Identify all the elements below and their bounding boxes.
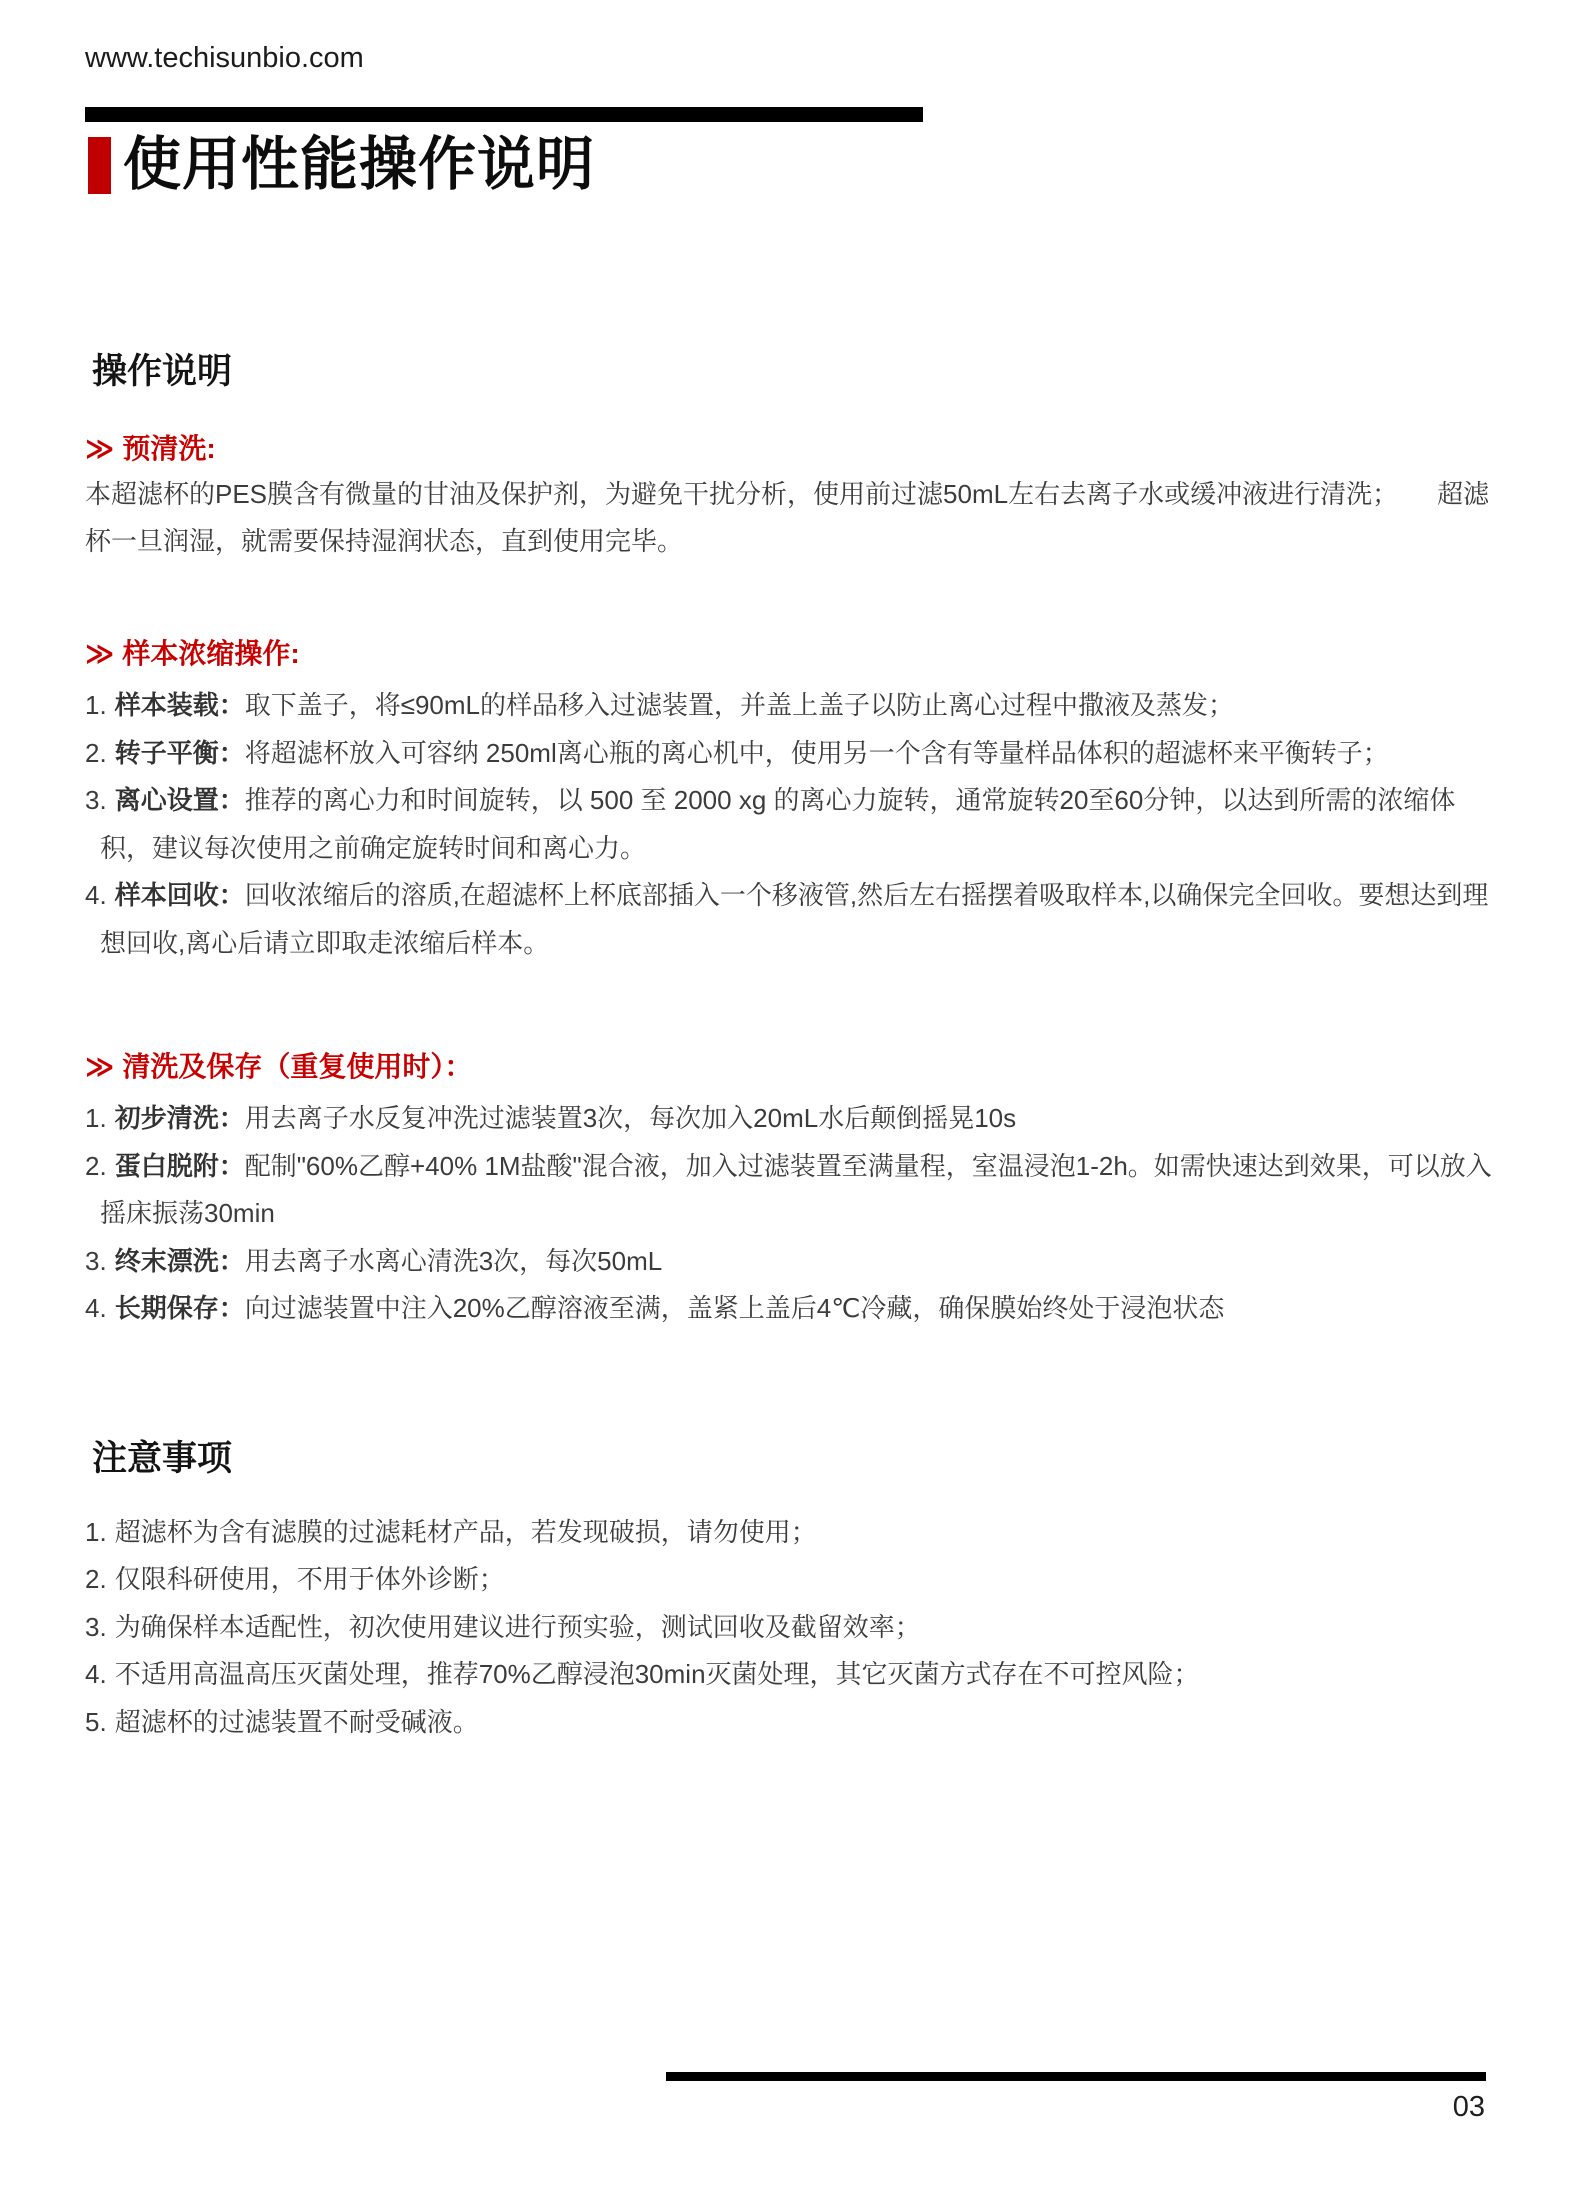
- item-text: 配制"60%乙醇+40% 1M盐酸"混合液，加入过滤装置至满量程，室温浸泡1-2h。如需快速达到效果，可以放入摇床振荡30min: [100, 1150, 1492, 1228]
- list-item: [85, 777, 1502, 872]
- item-label: 蛋白脱附：: [114, 1150, 245, 1181]
- item-text: 回收浓缩后的溶质,在超滤杯上杯底部插入一个移液管,然后左右摇摆着吸取样本,以确保完全回收。要想达到理想回收,离心后请立即取走浓缩后样本。: [100, 880, 1489, 958]
- item-text: 推荐的离心力和时间旋转，以 500 至 2000 xg 的离心力旋转，通常旋转20至60分钟，以达到所需的浓缩体积，建议每次使用之前确定旋转时间和离心力。: [100, 785, 1456, 863]
- item-text: 超滤杯为含有滤膜的过滤耗材产品，若发现破损，请勿使用；: [114, 1516, 817, 1547]
- paragraph: 本超滤杯的PES膜含有微量的甘油及保护剂，为避免干扰分析，使用前过滤50mL左右去离子水或缓冲液进行清洗； 超滤杯一旦润湿，就需要保持湿润状态，直到使用完毕。: [85, 479, 1490, 556]
- section-heading-operation: 操作说明: [92, 352, 233, 391]
- item-text: 仅限科研使用，不用于体外诊断；: [114, 1564, 505, 1594]
- item-text: 超滤杯的过滤装置不耐受碱液。: [114, 1706, 479, 1737]
- list-item: [85, 730, 1502, 778]
- item-number: 1.: [85, 1516, 107, 1547]
- item-number: 1.: [85, 690, 107, 720]
- section-heading-notes: 注意事项: [92, 1438, 233, 1478]
- double-chevron-icon: ≫: [85, 638, 115, 669]
- item-label: 离心设置：: [114, 785, 245, 815]
- item-number: 2.: [85, 1150, 107, 1181]
- list-item: [85, 1143, 1502, 1238]
- footer-rule: [666, 2072, 1486, 2081]
- item-text: 用去离子水反复冲洗过滤装置3次，每次加入20mL水后颠倒摇晃10s: [244, 1103, 1017, 1133]
- subsection-header: [85, 1050, 1502, 1084]
- list-item: [85, 1238, 1502, 1286]
- page-number: 03: [1452, 2091, 1485, 2123]
- item-label: 终末漂洗：: [114, 1245, 245, 1276]
- item-label: 初步清洗：: [114, 1103, 245, 1133]
- title-accent-bar: [88, 137, 111, 194]
- note-item: [85, 1509, 1502, 1557]
- page-title: 使用性能操作说明: [123, 132, 596, 197]
- list-item: [85, 872, 1502, 967]
- double-chevron-icon: ≫: [85, 433, 115, 464]
- site-url: www.techisunbio.com: [85, 42, 364, 74]
- item-text: 向过滤装置中注入20%乙醇溶液至满，盖紧上盖后4℃冷藏，确保膜始终处于浸泡状态: [244, 1293, 1225, 1323]
- item-label: 样本回收：: [114, 880, 245, 910]
- item-number: 3.: [85, 785, 107, 815]
- item-number: 3.: [85, 1245, 107, 1276]
- page-title-block: [88, 133, 1502, 197]
- item-number: 4.: [85, 1293, 107, 1323]
- item-label: 转子平衡：: [114, 737, 245, 768]
- item-text: 取下盖子，将≤90mL的样品移入过滤装置，并盖上盖子以防止离心过程中撒液及蒸发；: [244, 690, 1235, 720]
- instruction-list: [85, 1095, 1502, 1333]
- document-page: [0, 40, 1587, 2194]
- item-label: 长期保存：: [114, 1293, 245, 1323]
- subsection-header: [85, 432, 1502, 466]
- instruction-list: [85, 682, 1502, 967]
- item-number: 5.: [85, 1706, 107, 1737]
- content-area: [85, 352, 1502, 1746]
- item-number: 2.: [85, 737, 107, 768]
- item-number: 3.: [85, 1611, 107, 1642]
- item-text: 不适用高温高压灭菌处理，推荐70%乙醇浸泡30min灭菌处理，其它灭菌方式存在不可控风险；: [114, 1659, 1200, 1689]
- note-item: [85, 1556, 1502, 1604]
- subsection-title: 清洗及保存（重复使用时）：: [122, 1051, 473, 1082]
- note-item: [85, 1604, 1502, 1652]
- subsection-header: [85, 637, 1502, 671]
- header-rule: [85, 107, 923, 122]
- item-number: 2.: [85, 1564, 107, 1594]
- item-text: 将超滤杯放入可容纳 250ml离心瓶的离心机中，使用另一个含有等量样品体积的超滤杯来平衡转子；: [244, 737, 1389, 768]
- note-item: [85, 1699, 1502, 1747]
- double-chevron-icon: ≫: [85, 1051, 115, 1082]
- list-item: [85, 1095, 1502, 1143]
- subsection-title: 预清洗:: [122, 433, 216, 464]
- subsection-title: 样本浓缩操作:: [122, 638, 300, 669]
- item-label: 样本装载：: [114, 690, 245, 720]
- list-item: [85, 1285, 1502, 1333]
- note-item: [85, 1651, 1502, 1699]
- item-number: 4.: [85, 1659, 107, 1689]
- notes-list: [85, 1509, 1502, 1747]
- item-number: 1.: [85, 1103, 107, 1133]
- item-number: 4.: [85, 880, 107, 910]
- item-text: 为确保样本适配性，初次使用建议进行预实验，测试回收及截留效率；: [114, 1611, 921, 1642]
- item-text: 用去离子水离心清洗3次，每次50mL: [244, 1245, 663, 1276]
- list-item: [85, 682, 1502, 730]
